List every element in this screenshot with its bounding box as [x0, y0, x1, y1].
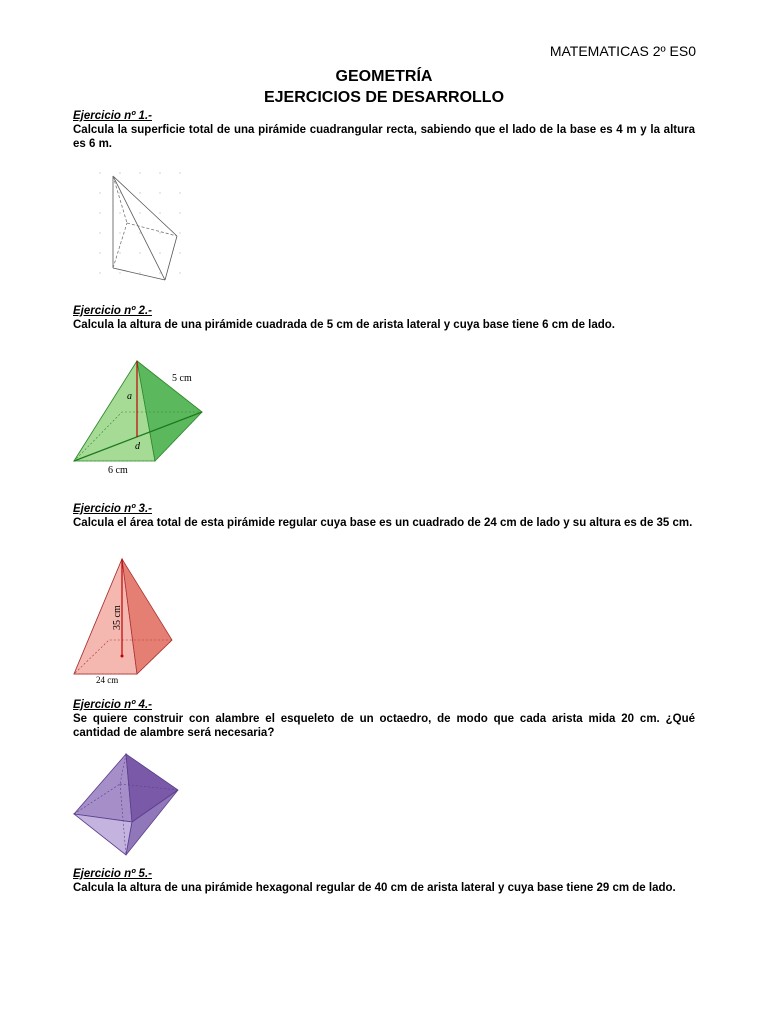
- exercise-1-pyramid-figure: [95, 168, 190, 283]
- page-subtitle: EJERCICIOS DE DESARROLLO: [263, 89, 505, 106]
- exercise-3-base-label: 24 cm: [96, 675, 119, 685]
- page-title: GEOMETRÍA: [335, 68, 433, 85]
- exercise-4-text: Se quiere construir con alambre el esqueleto de un octaedro, de modo que cada arista mida 20 cm. ¿Qué cantidad de alambre será necesaria?: [73, 713, 695, 739]
- exercise-2-height-label: a: [127, 391, 132, 402]
- exercise-2-text: Calcula la altura de una pirámide cuadrada de 5 cm de arista lateral y cuya base tiene 6 cm de lado.: [73, 319, 616, 331]
- exercise-2-diagonal-label: d: [135, 441, 140, 452]
- exercise-2: [73, 305, 695, 332]
- exercise-4-octahedron-figure: [72, 752, 182, 858]
- exercise-1: [73, 110, 695, 151]
- exercise-3-heading: Ejercicio nº 3.-: [73, 503, 152, 515]
- exercise-4: [73, 699, 695, 740]
- exercise-1-text: Calcula la superficie total de una pirámide cuadrangular recta, sabiendo que el lado de la base es 4 m y la altura es 6 m.: [73, 124, 695, 150]
- exercise-2-base-label: 6 cm: [108, 465, 128, 476]
- exercise-3-pyramid-figure: [72, 556, 182, 686]
- exercise-5-heading: Ejercicio nº 5.-: [73, 868, 152, 880]
- exercise-2-heading: Ejercicio nº 2.-: [73, 305, 152, 317]
- exercise-3: [73, 503, 695, 530]
- exercise-4-heading: Ejercicio nº 4.-: [73, 699, 152, 711]
- exercise-5: [73, 868, 695, 895]
- course-header: MATEMATICAS 2º ES0: [549, 43, 696, 59]
- exercise-3-text: Calcula el área total de esta pirámide regular cuya base es un cuadrado de 24 cm de lado y su altura es de 35 cm.: [73, 517, 693, 529]
- exercise-1-heading: Ejercicio nº 1.-: [73, 110, 152, 122]
- exercise-2-edge-label: 5 cm: [172, 373, 192, 384]
- exercise-3-height-label: 35 cm: [112, 605, 123, 630]
- exercise-5-text: Calcula la altura de una pirámide hexagonal regular de 40 cm de arista lateral y cuya base tiene 29 cm de lado.: [73, 882, 676, 894]
- exercise-2-pyramid-figure: [72, 358, 212, 478]
